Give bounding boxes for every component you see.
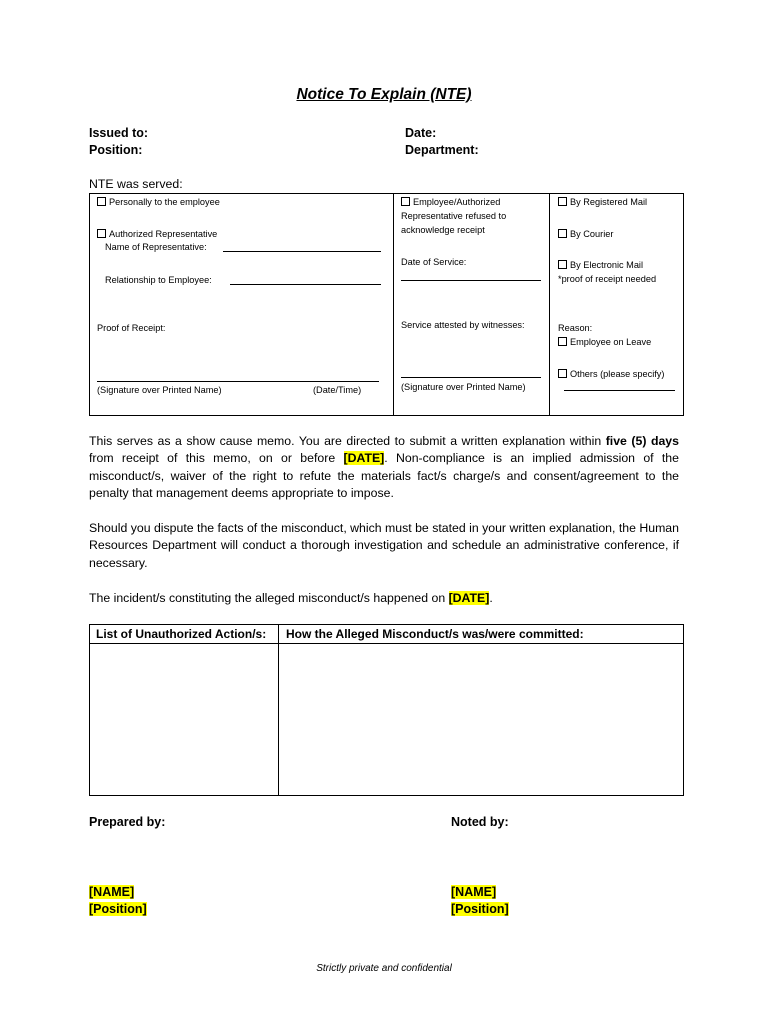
- misconduct-table: [89, 624, 684, 796]
- paragraph-show-cause: This serves as a show cause memo. You are directed to submit a written explanation within five (5) days from receipt of this memo, on or before [DATE]. Non-compliance is an implied admission of the misconduct/s, waiver of the right to refute the materials fact/s charge/s and consent/agreement to the penalty that management deems appropriate to impose.: [89, 434, 679, 500]
- checkbox-icon[interactable]: [558, 337, 567, 346]
- checkbox-icon[interactable]: [558, 229, 567, 238]
- witness-signature-caption: (Signature over Printed Name): [401, 382, 526, 392]
- nte-served-box: [89, 193, 684, 416]
- date-placeholder: [DATE]: [343, 451, 385, 466]
- position-label: Position:: [89, 143, 143, 157]
- signature-caption: (Signature over Printed Name): [97, 385, 222, 395]
- date-of-service-label: Date of Service:: [401, 257, 467, 267]
- noted-name: [NAME]: [451, 885, 497, 899]
- option-others[interactable]: Others (please specify): [558, 368, 664, 381]
- option-refused[interactable]: Employee/Authorized: [401, 196, 500, 209]
- checkbox-icon[interactable]: [401, 197, 410, 206]
- option-authorized-rep[interactable]: Authorized Representative: [97, 228, 217, 241]
- proof-of-receipt-label: Proof of Receipt:: [97, 323, 166, 333]
- date-time-caption: (Date/Time): [313, 385, 362, 395]
- column-divider: [549, 194, 550, 415]
- checkbox-icon[interactable]: [558, 260, 567, 269]
- refused-line-2: Representative refused to: [401, 211, 507, 221]
- option-personally[interactable]: Personally to the employee: [97, 196, 220, 209]
- refused-line-3: acknowledge receipt: [401, 225, 485, 235]
- table-header-actions: List of Unauthorized Action/s:: [96, 627, 267, 641]
- name-of-rep-label: Name of Representative:: [105, 242, 207, 252]
- option-courier[interactable]: By Courier: [558, 228, 613, 241]
- checkbox-icon[interactable]: [558, 197, 567, 206]
- paragraph-dispute: Should you dispute the facts of the misconduct, which must be stated in your written explanation, the Human Resources Department will conduct a thorough investigation and schedule an administrative conference, if necessary.: [89, 521, 679, 570]
- checkbox-icon[interactable]: [97, 197, 106, 206]
- name-of-rep-line: [223, 251, 381, 252]
- column-divider: [393, 194, 394, 415]
- relationship-line: [230, 284, 381, 285]
- prepared-position: [Position]: [89, 902, 147, 916]
- reason-label: Reason:: [558, 323, 593, 333]
- incident-date-placeholder: [DATE]: [448, 591, 490, 605]
- noted-position: [Position]: [451, 902, 509, 916]
- nte-served-label: NTE was served:: [89, 177, 183, 191]
- prepared-by-block: [89, 884, 147, 918]
- option-electronic-mail[interactable]: By Electronic Mail: [558, 259, 643, 272]
- signature-line: [97, 381, 379, 382]
- document-title: Notice To Explain (NTE): [296, 86, 472, 103]
- proof-needed-note: *proof of receipt needed: [558, 274, 657, 284]
- date-of-service-line: [401, 280, 541, 281]
- noted-by-block: [451, 884, 509, 918]
- checkbox-icon[interactable]: [97, 229, 106, 238]
- table-header-how: How the Alleged Misconduct/s was/were committed:: [286, 627, 584, 641]
- checkbox-icon[interactable]: [558, 369, 567, 378]
- issued-to-label: Issued to:: [89, 126, 149, 140]
- witness-signature-line: [401, 377, 541, 378]
- prepared-name: [NAME]: [89, 885, 135, 899]
- how-committed-cell[interactable]: [279, 644, 683, 795]
- confidential-footer: Strictly private and confidential: [316, 963, 452, 974]
- option-registered-mail[interactable]: By Registered Mail: [558, 196, 647, 209]
- option-on-leave[interactable]: Employee on Leave: [558, 336, 651, 349]
- paragraph-incident: The incident/s constituting the alleged misconduct/s happened on [DATE].: [89, 591, 493, 605]
- others-specify-line: [564, 390, 675, 391]
- actions-cell[interactable]: [90, 644, 277, 795]
- department-label: Department:: [405, 143, 479, 157]
- attested-label: Service attested by witnesses:: [401, 320, 525, 330]
- deadline-days: five (5) days: [605, 434, 679, 448]
- noted-by-label: Noted by:: [451, 815, 509, 829]
- relationship-label: Relationship to Employee:: [105, 275, 212, 285]
- prepared-by-label: Prepared by:: [89, 815, 166, 829]
- date-label: Date:: [405, 126, 437, 140]
